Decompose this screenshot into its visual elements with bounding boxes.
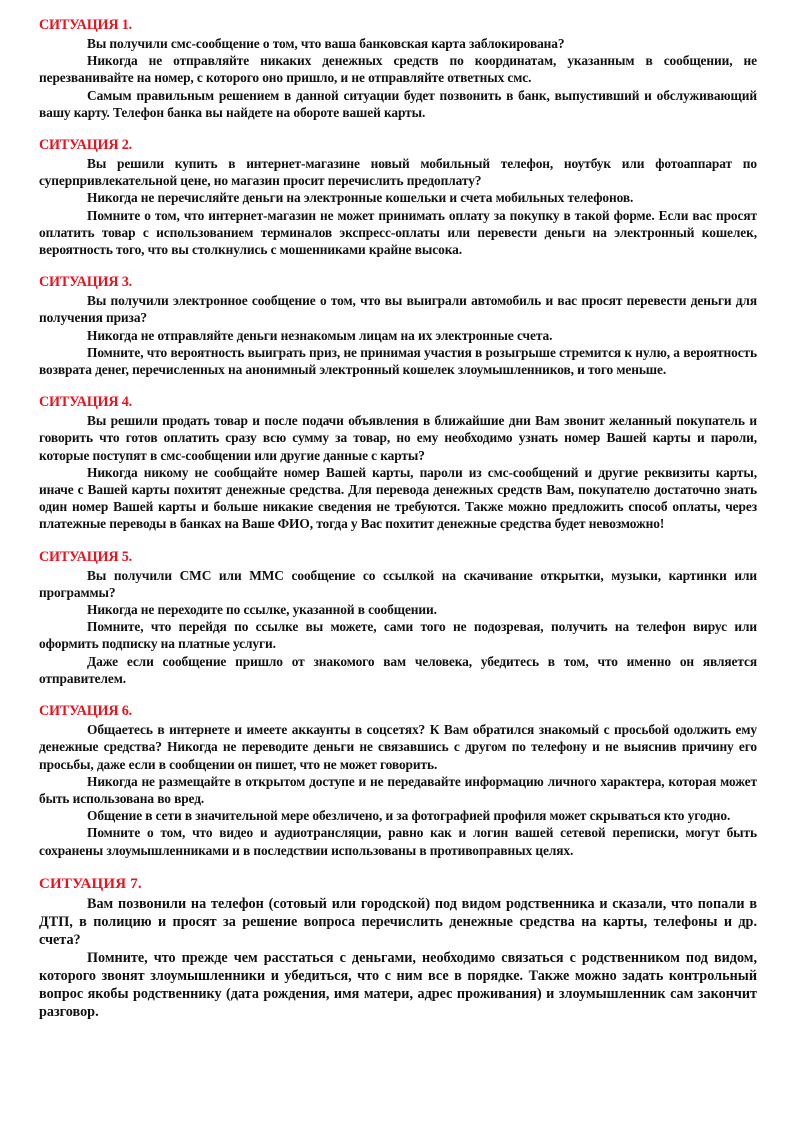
paragraph: Помните, что вероятность выиграть приз, не принимая участия в розыгрыше стремится к нулю, а вероятность возврата денег, перечисленных на анонимный электронный кошелек злоумышленников, и того меньше. [39, 344, 757, 378]
paragraph: Вы получили электронное сообщение о том, что вы выиграли автомобиль и вас просят перевести деньги для получения приза? [39, 293, 757, 326]
paragraph: Вы решили продать товар и после подачи объявления в ближайшие дни Вам звонит желанный покупатель и говорить что готов оплатить сразу всю сумму за товар, но ему необходимо узнать номер Вашей карты и пароли, которые поступят в смс-сообщении или другие данные с карты? [39, 413, 757, 463]
paragraph: Вам позвонили на телефон (сотовый или городской) под видом родственника и сказали, что попали в ДТП, в полицию и просят за решение вопроса перечислить денежные средства на карты, телефоны и др. счета? [39, 895, 757, 948]
situation-7 [39, 874, 757, 1021]
paragraph: Никогда не отправляйте никаких денежных средств по координатам, указанным в сообщении, не перезванивайте на номер, с которого оно пришло, и не отправляйте ответных смс. [39, 53, 757, 86]
document-page [39, 16, 757, 1036]
paragraph: Никогда не отправляйте деньги незнакомым лицам на их электронные счета. [87, 327, 553, 343]
situation-1 [39, 16, 757, 121]
situation-2 [39, 136, 757, 258]
paragraph: Вы получили смс-сообщение о том, что ваша банковская карта заблокирована? [87, 36, 565, 51]
paragraph: Самым правильным решением в данной ситуации будет позвонить в банк, выпустивший и обслуживающий вашу карту. Телефон банка вы найдете на обороте вашей карты. [39, 87, 757, 120]
paragraph: Никогда не размещайте в открытом доступе и не передавайте информацию личного характера, которая может быть использована во вред. [39, 773, 757, 806]
paragraph: Общаетесь в интернете и имеете аккаунты в соцсетях? К Вам обратился знакомый с просьбой одолжить ему денежные средства? Никогда не переводите деньги не связавшись с другом по телефону и не выяснив причину его просьбы, даже если в сообщении он пишет, что не может говорить. [39, 722, 757, 772]
paragraph: Никогда не перечисляйте деньги на электронные кошельки и счета мобильных телефонов. [87, 190, 634, 206]
situation-title: СИТУАЦИЯ 4. [39, 394, 132, 411]
situation-6 [39, 702, 757, 859]
paragraph: Даже если сообщение пришло от знакомого вам человека, убедитесь в том, что именно он является отправителем. [39, 653, 757, 686]
situation-title: СИТУАЦИЯ 5. [39, 548, 132, 565]
situation-title: СИТУАЦИЯ 1. [39, 17, 132, 33]
paragraph: Никогда не переходите по ссылке, указанной в сообщении. [87, 602, 437, 618]
situation-title: СИТУАЦИЯ 6. [39, 703, 132, 720]
situation-title: СИТУАЦИЯ 2. [39, 137, 132, 154]
paragraph: Помните, что перейдя по ссылке вы можете, сами того не подозревая, получить на телефон вирус или оформить подписку на платные услуги. [39, 619, 757, 652]
paragraph: Вы решили купить в интернет-магазине новый мобильный телефон, ноутбук или фотоаппарат по суперпривлекательной цене, но магазин просит перечислить предоплату? [39, 156, 757, 189]
paragraph: Помните о том, что видео и аудиотрансляции, равно как и логин вашей сетевой переписки, могут быть сохранены злоумышленниками и в последствии использованы в противоправных целях. [39, 825, 757, 858]
paragraph: Помните о том, что интернет-магазин не может принимать оплату за покупку в такой форме. Если вас просят оплатить товар с использованием терминалов экспресс-оплаты или перевести деньги на электронный кошелек, вероятность того, что вы столкнулись с мошенниками крайне высока. [39, 207, 757, 258]
situation-4 [39, 393, 757, 532]
paragraph: Общение в сети в значительной мере обезличено, и за фотографией профиля может скрываться кто угодно. [87, 808, 731, 824]
situation-title: СИТУАЦИЯ 3. [39, 274, 132, 291]
situation-title: СИТУАЦИЯ 7. [39, 875, 142, 892]
paragraph: Никогда никому не сообщайте номер Вашей карты, пароли из смс-сообщений и другие реквизиты карты, иначе с Вашей карты похитят денежные средства. Для перевода денежных средств Вам, покупателю достаточно знать один номер Вашей карты и больше никакие сведения не требуются. Также можно предложить способ оплаты, через платежные переводы в банках на Ваше ФИО, тогда у Вас похитит денежные средства будет невозможно! [39, 464, 757, 532]
situation-3 [39, 273, 757, 378]
paragraph: Вы получили СМС или ММС сообщение со ссылкой на скачивание открытки, музыки, картинки или программы? [39, 567, 757, 600]
situation-5 [39, 548, 757, 687]
paragraph: Помните, что прежде чем расстаться с деньгами, необходимо связаться с родственником под видом, которого звонят злоумышленники и убедиться, что с ним все в порядке. Также можно задать контрольный вопрос якобы родственнику (дата рождения, имя матери, адрес проживания) и злоумышленник сам закончит разговор. [39, 949, 757, 1020]
